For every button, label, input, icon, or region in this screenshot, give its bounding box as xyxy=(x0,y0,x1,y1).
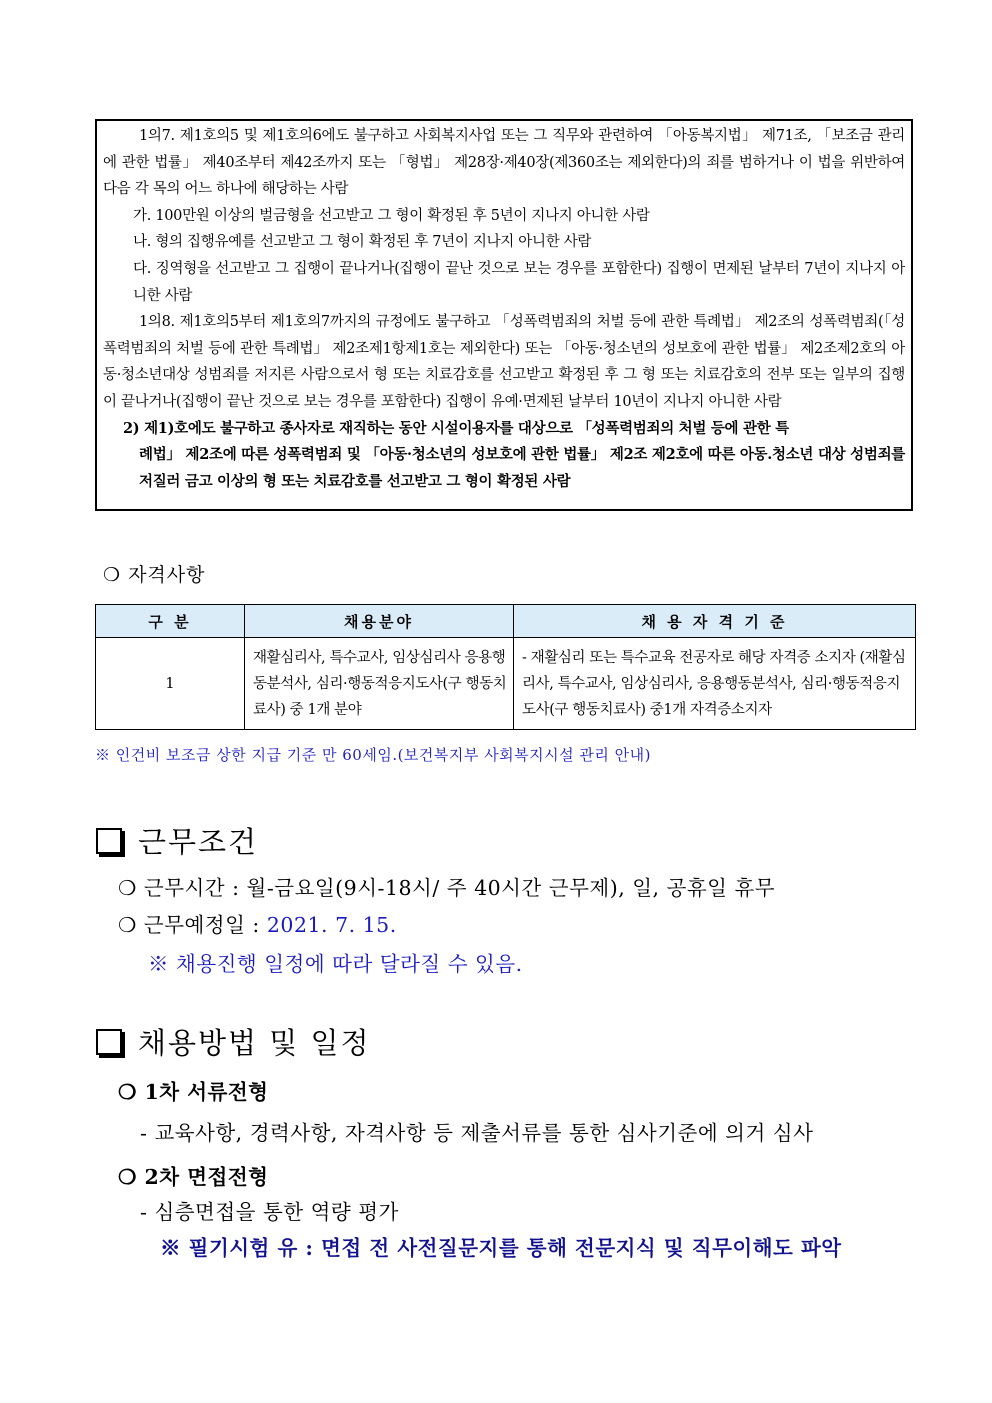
work-section-heading xyxy=(96,820,258,861)
clause-2-rest: 례법」 제2조에 따른 성폭력범죄 및 「아동·청소년의 성보호에 관한 법률」 제2조 제2호에 따른 아동.청소년 대상 성범죄를 저질러 금고 이상의 형 또는 치료감호를 선고받고 그 형이 확정된 사람 xyxy=(139,446,905,490)
clause-1-8: 1의8. 제1호의5부터 제1호의7까지의 규정에도 불구하고 「성폭력범죄의 처벌 등에 관한 특례법」 제2조의 성폭력범죄(「성폭력범죄의 처벌 등에 관한 특례법」 제2조제1항제1호는 제외한다) 또는 「아동·청소년의 성보호에 관한 법률」 제2조제2호의 아동·청소년대상 성범죄를 저지른 사람으로서 형 또는 치료감호를 선고받고 확정된 후 그 형 또는 치료감호의 전부 또는 일부의 집행이 끝나거나(집행이 끝난 것으로 보는 경우를 포함한다) 집행이 유예·면제된 날부터 10년이 지나지 아니한 사람 xyxy=(103,314,905,410)
cell-criteria: - 재활심리 또는 특수교육 전공자로 해당 자격증 소지자 (재활심리사, 특수교사, 임상심리사, 응용행동분석사, 심리·행동적응지도사(구 행동치료사) 중1개 자격증소지자 xyxy=(514,638,916,730)
table-row xyxy=(96,638,916,730)
header-criteria: 채 용 자 격 기 준 xyxy=(514,605,916,638)
clause-na: 나. 형의 집행유예를 선고받고 그 형이 확정된 후 7년이 지나지 아니한 사람 xyxy=(133,234,592,251)
checkbox-square-icon xyxy=(96,828,122,854)
clause-1-7: 1의7. 제1호의5 및 제1호의6에도 불구하고 사회복지사업 또는 그 직무와 관련하여 「아동복지법」 제71조, 「보조금 관리에 관한 법률」 제40조부터 제42조까지 또는 「형법」 제28장·제40장(제360조는 제외한다)의 죄를 범하거나 이 법을 위반하여 다음 각 목의 어느 하나에 해당하는 사람 xyxy=(103,128,905,198)
recruit-section-title: 채용방법 및 일정 xyxy=(138,1026,371,1060)
header-field: 채용분야 xyxy=(245,605,514,638)
step1-title: ❍ 1차 서류전형 xyxy=(118,1080,269,1104)
work-start-date xyxy=(118,908,397,938)
cell-field: 재활심리사, 특수교사, 임상심리사 응용행동분석사, 심리·행동적응지도사(구 행동치료사) 중 1개 분야 xyxy=(245,638,514,730)
clause-2 xyxy=(103,416,905,496)
table-header-row xyxy=(96,605,916,638)
step2-title: ❍ 2차 면접전형 xyxy=(118,1165,269,1189)
header-category: 구 분 xyxy=(96,605,245,638)
written-test-note: ※ 필기시험 유 : 면접 전 사전질문지를 통해 전문지식 및 직무이해도 파악 xyxy=(160,1236,842,1260)
start-date-label: ❍ 근무예정일 : xyxy=(118,913,267,937)
salary-note: ※ 인건비 보조금 상한 지급 기준 만 60세임.(보건복지부 사회복지시설 관리 안내) xyxy=(95,746,651,764)
checkbox-square-icon xyxy=(96,1029,122,1055)
cell-no: 1 xyxy=(96,638,245,730)
work-hours: ❍ 근무시간 : 월-금요일(9시-18시/ 주 40시간 근무제), 일, 공휴일 휴무 xyxy=(118,876,776,900)
step2-desc: - 심층면접을 통한 역량 평가 xyxy=(140,1200,399,1224)
schedule-note: ※ 채용진행 일정에 따라 달라질 수 있음. xyxy=(148,952,523,976)
step1-desc: - 교육사항, 경력사항, 자격사항 등 제출서류를 통한 심사기준에 의거 심사 xyxy=(140,1121,814,1145)
qualification-heading: ❍ 자격사항 xyxy=(103,564,206,586)
legal-disqualification-box xyxy=(95,119,913,511)
start-date-value: 2021. 7. 15. xyxy=(266,913,397,937)
recruit-section-heading xyxy=(96,1021,371,1062)
qualification-table xyxy=(95,604,916,730)
work-section-title: 근무조건 xyxy=(138,825,259,859)
clause-2-first-line: 2) 제1)호에도 불구하고 종사자로 재직하는 동안 시설이용자를 대상으로 「성폭력범죄의 처벌 등에 관한 특 xyxy=(123,419,789,437)
clause-ga: 가. 100만원 이상의 벌금형을 선고받고 그 형이 확정된 후 5년이 지나지 아니한 사람 xyxy=(133,207,650,224)
clause-da: 다. 징역형을 선고받고 그 집행이 끝나거나(집행이 끝난 것으로 보는 경우를 포함한다) 집행이 면제된 날부터 7년이 지나지 아니한 사람 xyxy=(133,260,905,304)
